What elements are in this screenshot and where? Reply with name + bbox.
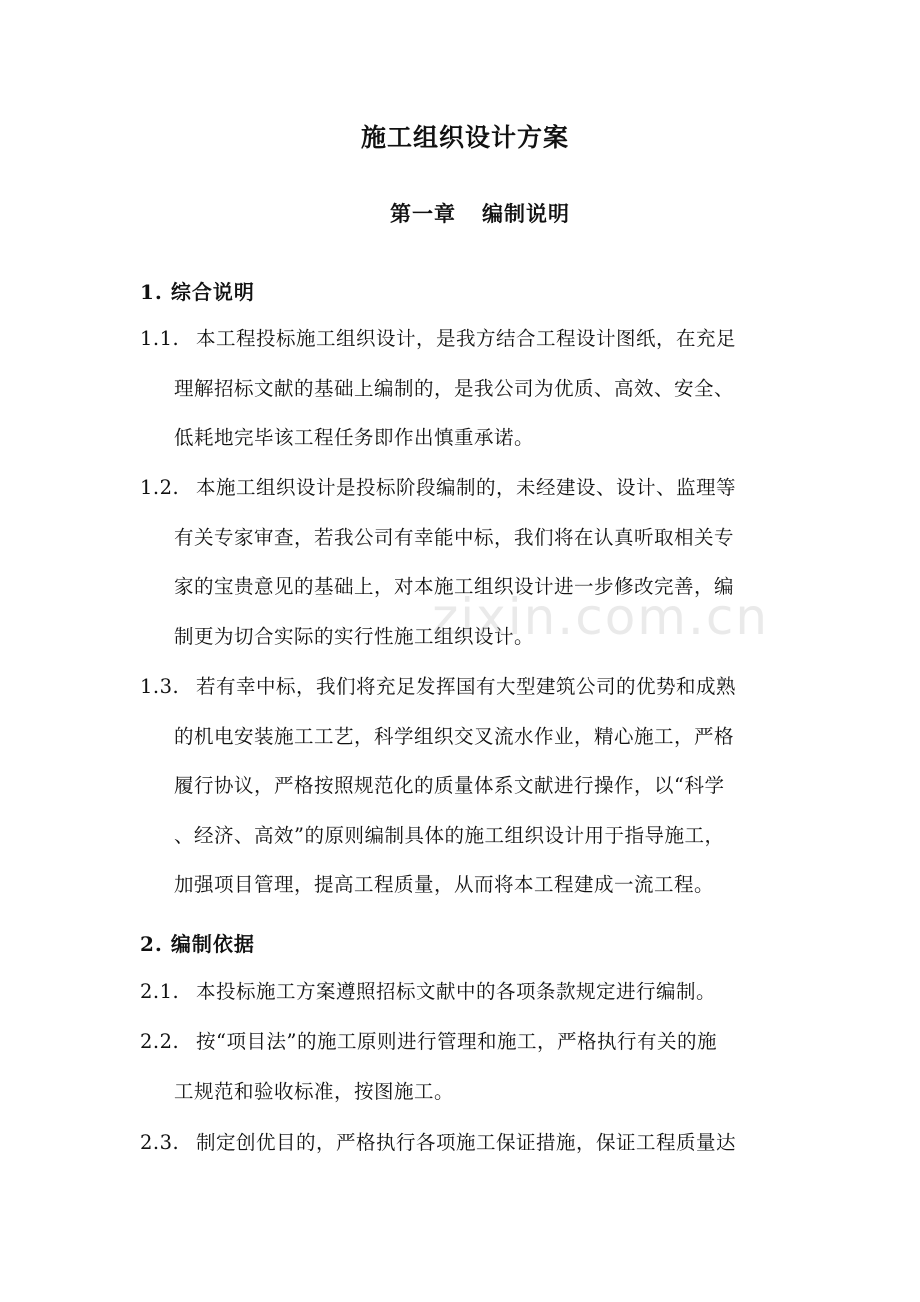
clause-line: 低耗地完毕该工程任务即作出慎重承诺。: [174, 426, 535, 449]
clause-text: 本工程投标施工组织设计，是我方结合工程设计图纸，在充足: [196, 327, 737, 350]
clause-text: 制定创优目的，严格执行各项施工保证措施，保证工程质量达: [196, 1131, 737, 1154]
clause-line: 的机电安装施工工艺，科学组织交叉流水作业，精心施工，严格: [174, 724, 735, 748]
clause-line: [140, 314, 780, 364]
clause-number: 1.3.: [140, 675, 180, 698]
clause-number: 2.1.: [140, 980, 180, 1003]
clause-line: [140, 1017, 780, 1067]
clause-line: 履行协议，严格按照规范化的质量体系文献进行操作，以“科学: [174, 774, 725, 797]
chapter-name: 编制说明: [482, 201, 570, 226]
clause-number: 1.1.: [140, 327, 180, 350]
clause-line: [140, 1118, 780, 1168]
watermark: zixin.com.cn: [432, 588, 770, 646]
clause-number: 1.2.: [140, 476, 180, 499]
document-title: 施工组织设计方案: [360, 123, 569, 152]
clause-line: 工规范和验收标准，按图施工。: [174, 1079, 455, 1103]
clause-2-2: [140, 1017, 780, 1116]
clause-line: [140, 662, 780, 712]
clause-line: [140, 967, 780, 1017]
clause-line: 理解招标文献的基础上编制的，是我公司为优质、高效、安全、: [174, 376, 735, 400]
clause-1-3: [140, 662, 780, 910]
clause-line: 有关专家审查，若我公司有幸能中标，我们将在认真听取相关专: [174, 525, 735, 549]
clause-number: 2.2.: [140, 1030, 180, 1053]
clause-number: 2.3.: [140, 1131, 180, 1154]
clause-line: 加强项目管理，提高工程质量，从而将本工程建成一流工程。: [174, 873, 715, 896]
clause-line: [140, 463, 780, 513]
clause-1-2: [140, 463, 780, 661]
clause-text: 若有幸中标，我们将充足发挥国有大型建筑公司的优势和成熟: [196, 675, 737, 698]
clause-1-1: [140, 314, 780, 463]
section-heading-1: 1. 综合说明: [140, 280, 255, 304]
clause-line: 制更为切合实际的实行性施工组织设计。: [174, 624, 535, 648]
clause-line: 、经济、高效”的原则编制具体的施工组织设计用于指导施工，: [174, 823, 725, 847]
chapter-number: 第一章: [390, 201, 456, 226]
clause-2-1: [140, 967, 780, 1017]
clause-2-3: [140, 1118, 780, 1168]
section-heading-2: 2. 编制依据: [140, 932, 255, 956]
clause-text: 本施工组织设计是投标阶段编制的，未经建设、设计、监理等: [196, 476, 737, 499]
clause-text: 本投标施工方案遵照招标文献中的各项条款规定进行编制。: [196, 980, 717, 1003]
chapter-title: [0, 198, 920, 228]
clause-text: 按“项目法”的施工原则进行管理和施工，严格执行有关的施: [196, 1030, 717, 1053]
clause-line: 家的宝贵意见的基础上，对本施工组织设计进一步修改完善，编: [174, 575, 735, 598]
